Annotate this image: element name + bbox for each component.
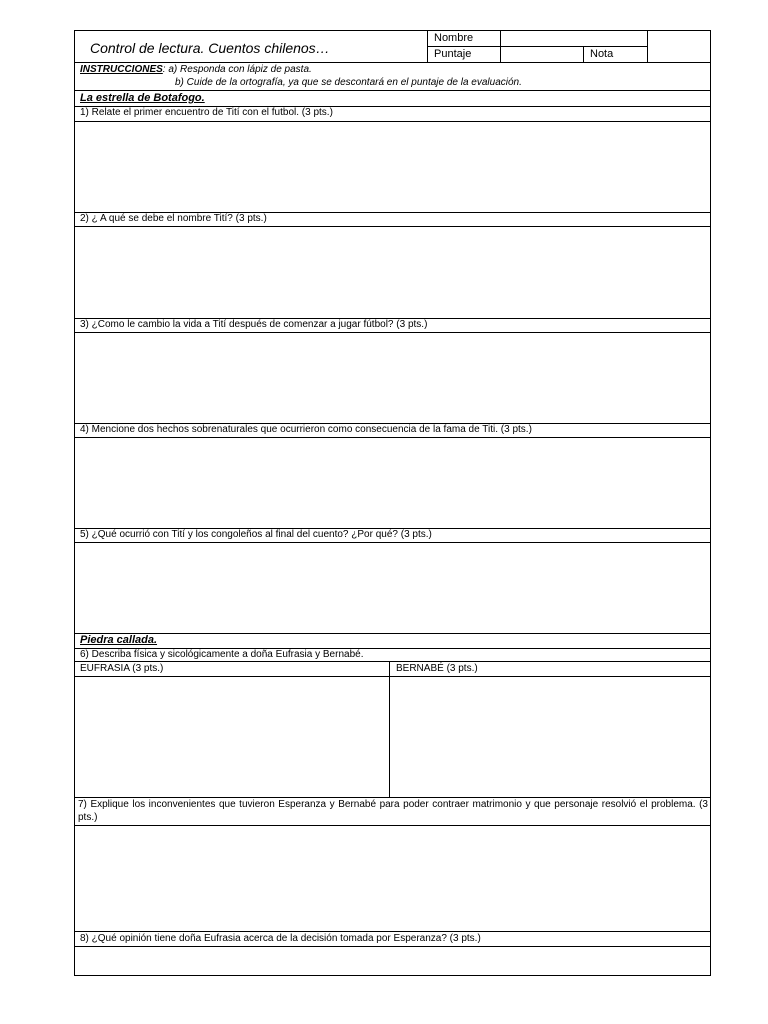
answer-area-2[interactable] [75,227,710,317]
answer-area-eufrasia[interactable] [75,677,388,796]
bernabe-label: BERNABÉ (3 pts.) [396,663,478,674]
instruction-b: b) Cuide de la ortografía, ya que se descontará en el puntaje de la evaluación. [175,77,522,88]
row-divider [74,661,711,662]
question-5: 5) ¿Qué ocurrió con Tití y los congoleños al final del cuento? ¿Por qué? (3 pts.) [80,529,432,540]
header-divider [583,46,584,62]
worksheet [74,30,711,976]
answer-area-5[interactable] [75,543,710,632]
nota-label: Nota [590,48,614,60]
puntaje-field[interactable] [501,47,582,61]
question-3: 3) ¿Como le cambio la vida a Tití después de comenzar a jugar fútbol? (3 pts.) [80,319,428,330]
nombre-field[interactable] [501,31,646,45]
answer-area-7[interactable] [75,826,710,930]
instruction-a: a) Responda con lápiz de pasta. [168,64,312,75]
answer-area-bernabe[interactable] [390,677,710,796]
instructions-label: INSTRUCCIONES [80,64,163,75]
nombre-label: Nombre [434,32,474,44]
row-divider [74,633,711,634]
section-title: Piedra callada. [80,634,158,646]
question-8: 8) ¿Qué opinión tiene doña Eufrasia acerca de la decisión tomada por Esperanza? (3 pts.) [80,933,481,944]
question-7: 7) Explique los inconvenientes que tuvieron Esperanza y Bernabé para poder contraer matrimonio y que personaje resolvió el problema. (3 pts.) [78,799,708,823]
row-divider [74,90,711,91]
nota-field[interactable] [648,31,710,61]
question-4: 4) Mencione dos hechos sobrenaturales que ocurrieron como consecuencia de la fama de Titi. (3 pts.) [80,424,532,435]
row-divider [74,931,711,932]
answer-area-4[interactable] [75,438,710,527]
question-1: 1) Relate el primer encuentro de Tití con el futbol. (3 pts.) [80,107,333,118]
section-title: La estrella de Botafogo. [80,92,205,104]
answer-area-8[interactable] [75,947,710,975]
answer-area-3[interactable] [75,333,710,422]
puntaje-label: Puntaje [434,48,472,60]
instructions: INSTRUCCIONES: a) Responda con lápiz de pasta. [80,64,312,75]
eufrasia-label: EUFRASIA (3 pts.) [80,663,164,674]
question-6: 6) Describa física y sicológicamente a doña Eufrasia y Bernabé. [80,649,364,660]
page-title: Control de lectura. Cuentos chilenos… [90,40,330,56]
answer-area-1[interactable] [75,122,710,211]
question-2: 2) ¿ A qué se debe el nombre Tití? (3 pts.) [80,213,267,224]
row-divider [74,62,711,63]
